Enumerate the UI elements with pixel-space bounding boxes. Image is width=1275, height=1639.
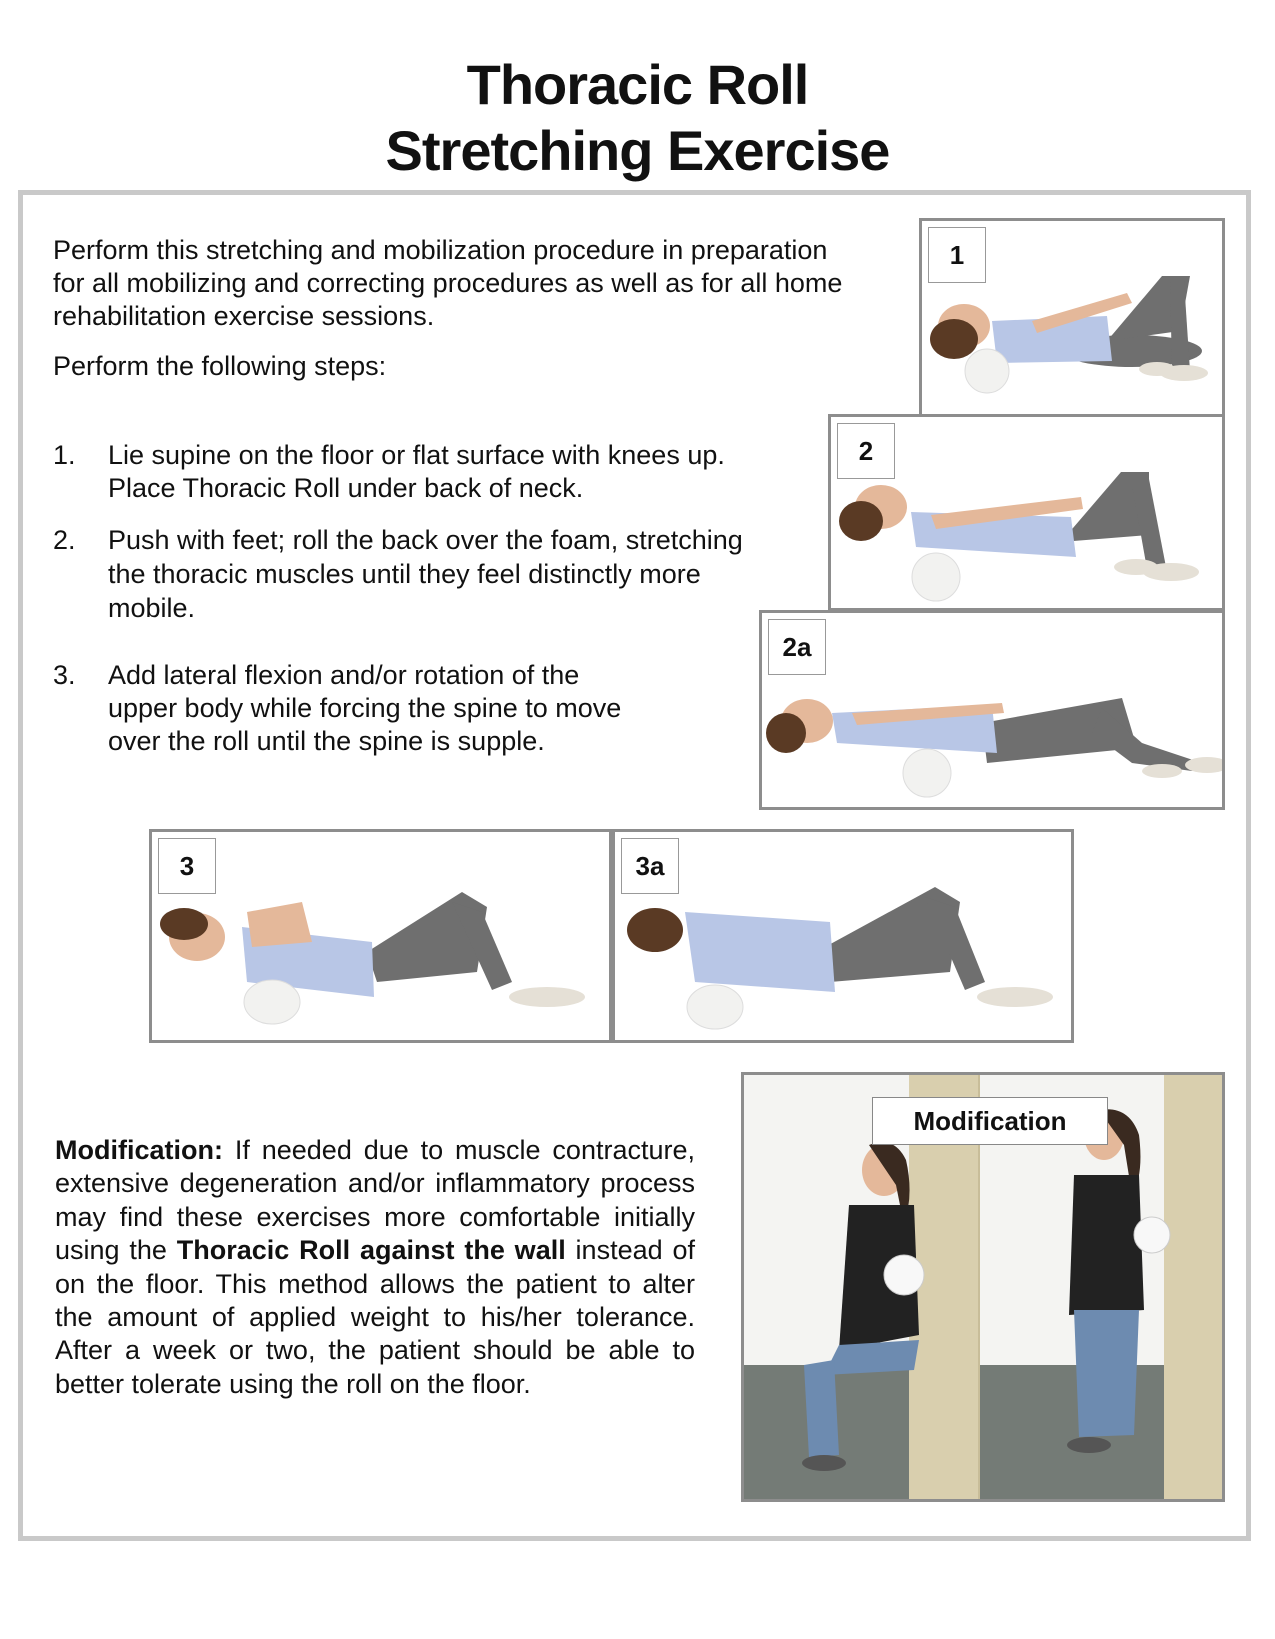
title-line-2: Stretching Exercise [385,119,890,182]
photo-3 [149,829,612,1043]
step-1-number: 1. [53,440,76,470]
photo-modification [741,1072,1225,1502]
step-2-line-3: mobile. [108,593,196,623]
photo-2-label: 2 [837,423,895,479]
modification-bold: Thoracic Roll against the wall [176,1235,566,1266]
photo-2a [759,610,1225,810]
photo-1 [919,218,1225,417]
photo-3a [612,829,1074,1043]
step-2-line-1: Push with feet; roll the back over the foam, stretching [108,525,743,555]
photo-1-label: 1 [928,227,986,283]
photo-2 [828,414,1225,611]
step-1-line-2: Place Thoracic Roll under back of neck. [108,473,584,503]
step-1-line-1: Lie supine on the floor or flat surface with knees up. [108,440,725,470]
step-3-line-3: over the roll until the spine is supple. [108,726,545,756]
steps-heading: Perform the following steps: [53,351,387,381]
intro-line-2: for all mobilizing and correcting procedures as well as for all home [53,268,843,298]
step-3-number: 3. [53,660,76,690]
page-title [0,52,1275,184]
modification-photo-label: Modification [872,1097,1108,1145]
modification-paragraph [55,1134,695,1401]
modification-text-1: If needed due to muscle contracture, extensive degeneration and/or inflammatory process may find these exercises more comfortable initially using the [55,1135,695,1266]
photo-2a-label: 2a [768,619,826,675]
roll-midback-illustration [762,613,1222,807]
step-2-number: 2. [53,525,76,555]
intro-line-1: Perform this stretching and mobilization procedure in preparation [53,235,828,265]
step-3-line-1: Add lateral flexion and/or rotation of the [108,660,580,690]
step-3-line-2: upper body while forcing the spine to move [108,693,622,723]
modification-lead: Modification: [55,1135,223,1165]
photo-3-label: 3 [158,838,216,894]
photo-3a-label: 3a [621,838,679,894]
step-2-line-2: the thoracic muscles until they feel distinctly more [108,559,701,589]
lateral-flexion-illustration [152,832,609,1040]
intro-line-3: rehabilitation exercise sessions. [53,301,435,331]
title-line-1: Thoracic Roll [466,53,809,116]
modification-text-2: instead of on the floor. This method allows the patient to alter the amount of applied weight to his/her tolerance. After a week or two, the patient should be able to better tolerate using the roll on the floor. [55,1235,695,1399]
rotation-illustration [615,832,1071,1040]
